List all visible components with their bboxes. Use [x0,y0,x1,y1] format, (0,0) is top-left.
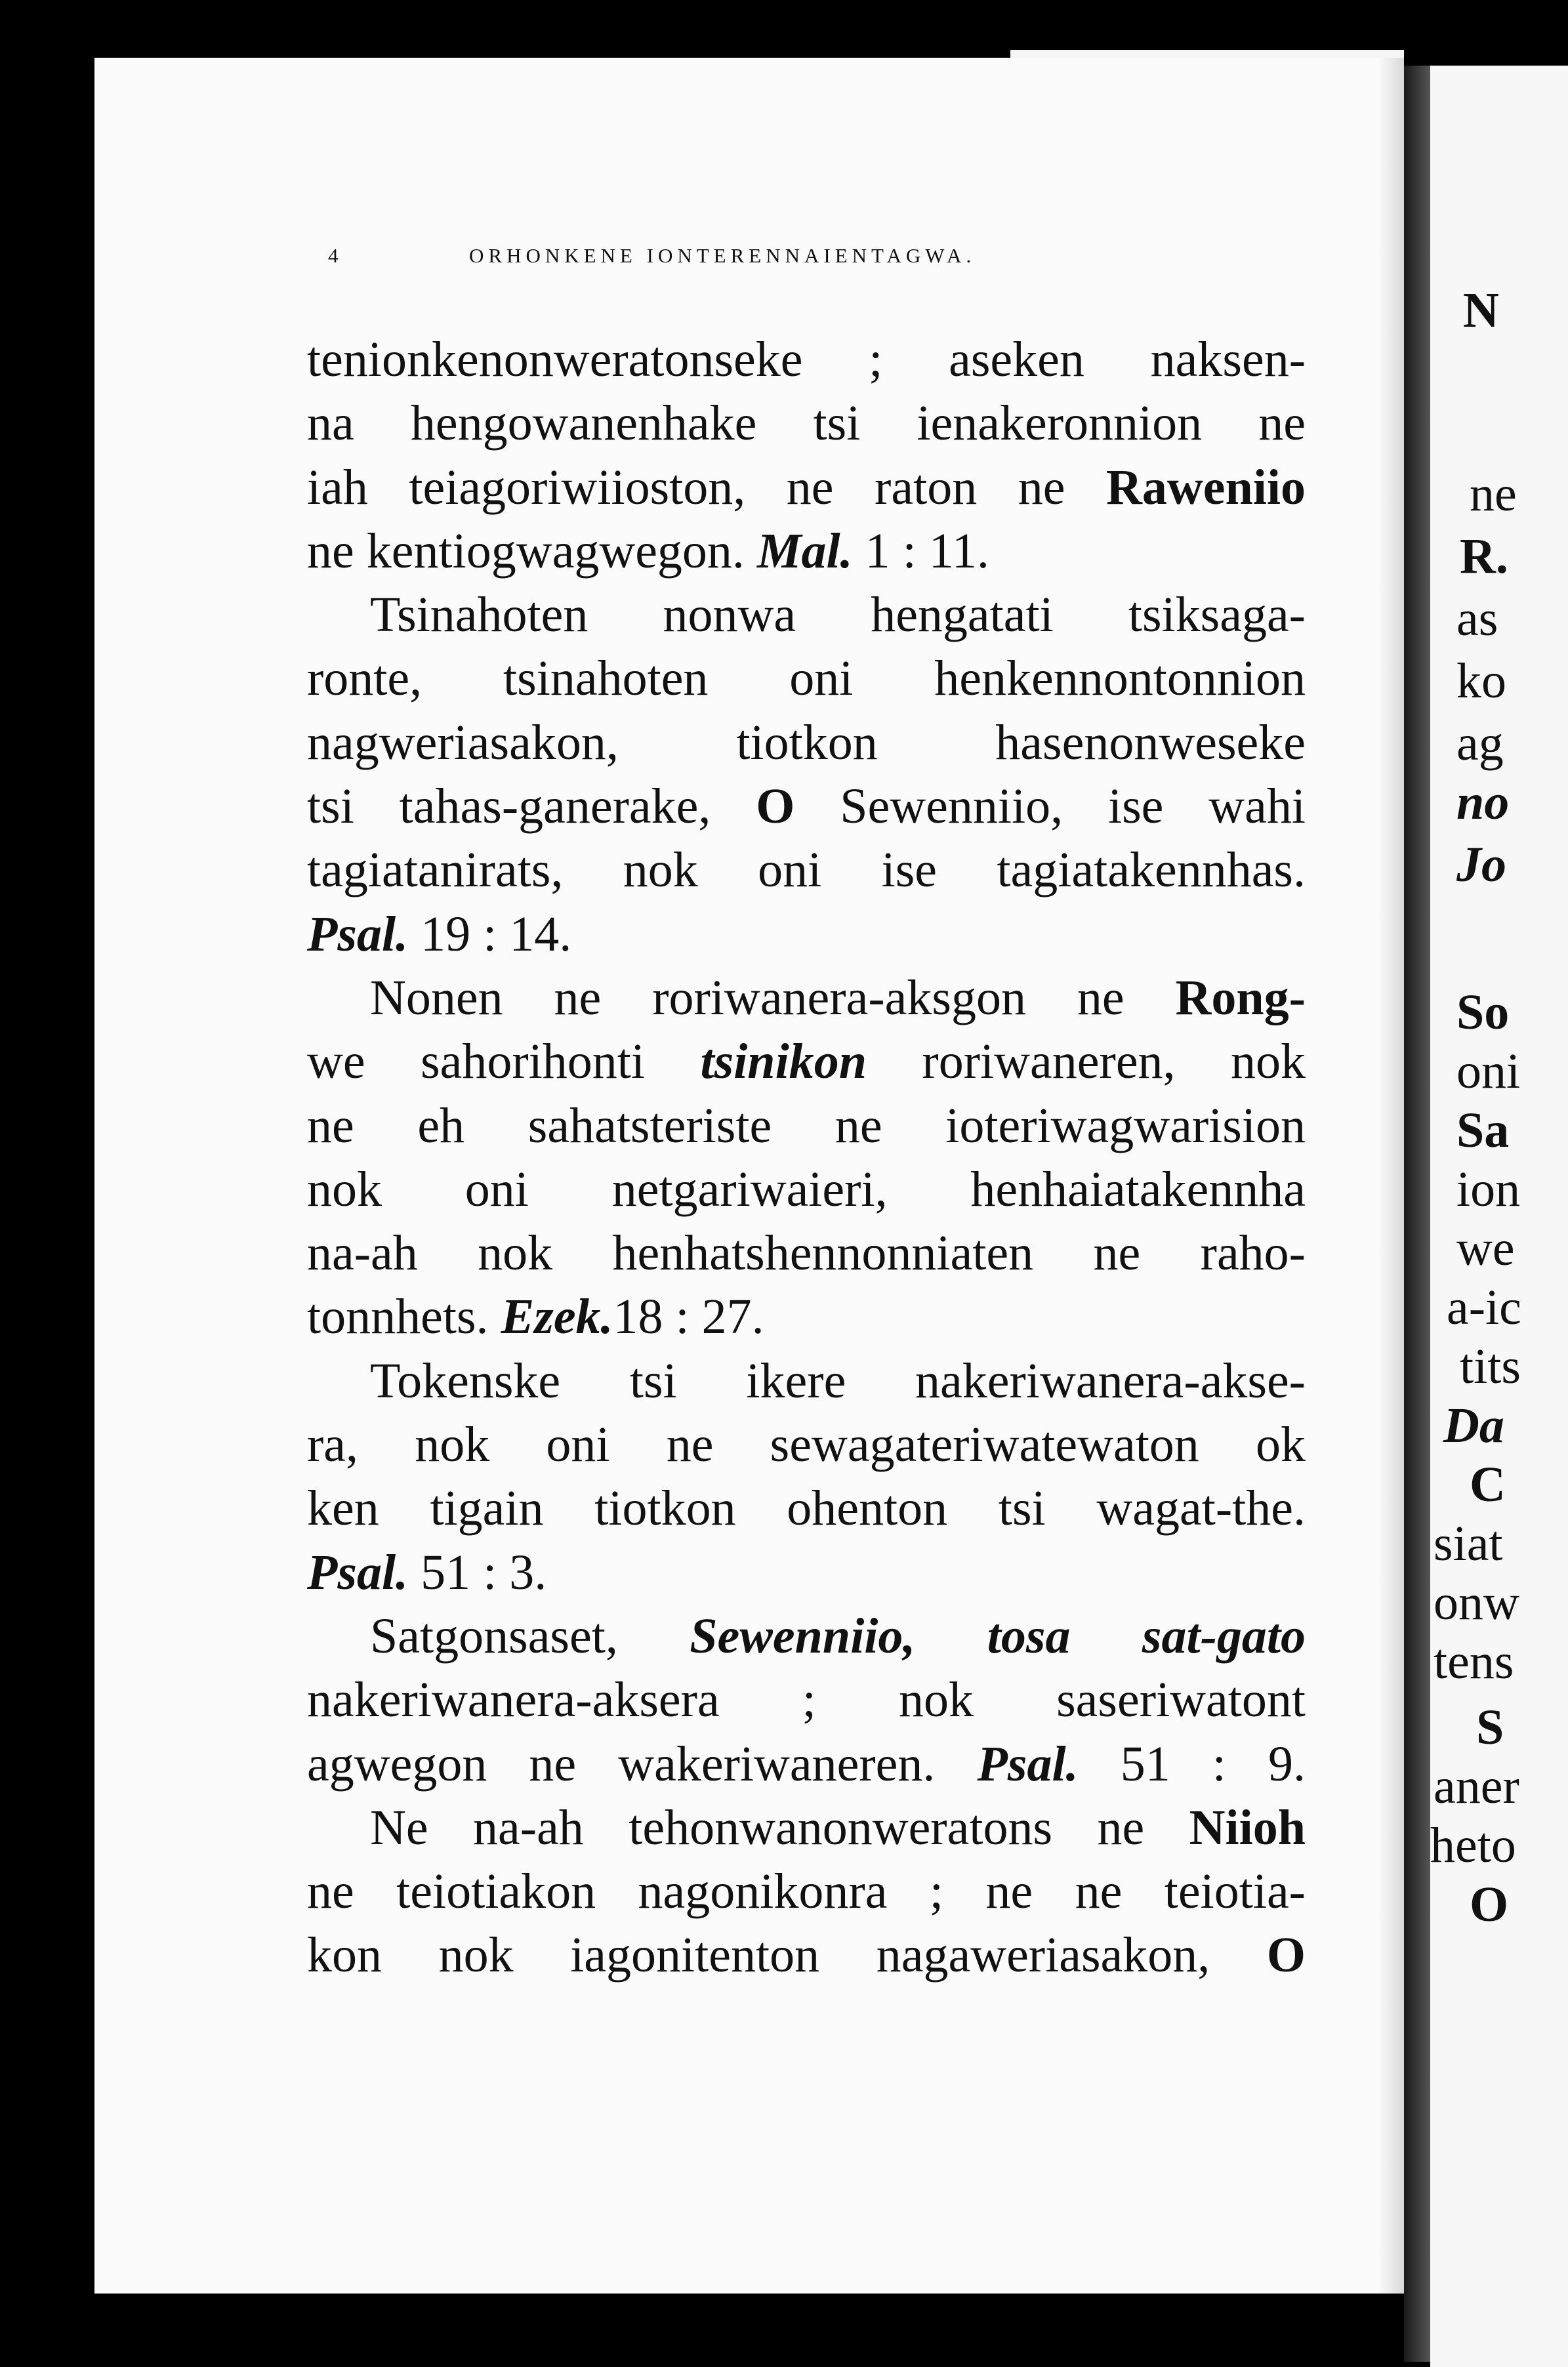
bold-word: Raweniio [1106,459,1306,515]
line-text: iah teiagoriwiioston, ne raton ne [307,459,1106,515]
verse-number: 51 : 3. [408,1544,547,1600]
facing-page-text: onw [1434,1575,1519,1630]
text-line [307,1924,1306,1987]
line-text: tsi tahas-ganerake, [307,779,756,834]
line-text: ne kentiogwagwegon. [307,523,757,579]
text-line [307,775,1306,838]
line-text: nagweriasakon, tiotkon hasenonweseke [307,714,1306,770]
bold-word: O [1266,1927,1306,1983]
line-text: roriwaneren, nok [866,1034,1306,1090]
facing-page-text: Da [1443,1398,1504,1453]
line-text: nakeriwanera-aksera ; nok saseriwatont [307,1672,1306,1728]
line-text: ronte, tsinahoten oni henkennontonnion [307,651,1306,707]
page-gutter [1378,58,1404,2294]
text-line [307,1094,1306,1158]
text-line [307,838,1306,902]
text-line [307,1796,1306,1860]
facing-page-text: ion [1456,1162,1521,1217]
text-line [307,1285,1306,1349]
bold-word: O [756,779,795,834]
facing-page-text: Sa [1456,1103,1510,1158]
page-number: 4 [328,244,343,267]
text-line [307,1733,1306,1796]
line-text: na hengowanenhake tsi ienakeronnion ne [307,396,1306,451]
facing-page-text: oni [1456,1044,1521,1099]
bold-word: Niioh [1189,1800,1306,1855]
line-text: Ne na-ah tehonwanonweratons ne [370,1800,1189,1855]
facing-page-text: ag [1456,716,1504,771]
facing-page-text: Jo [1456,837,1506,892]
line-text: ne teiotiakon nagonikonra ; ne ne teiotia- [307,1864,1306,1920]
scripture-reference: Psal. [307,1544,409,1600]
line-text: na-ah nok henhatshennonniaten ne raho- [307,1225,1306,1281]
line-text: Sewenniio, ise wahi [794,779,1306,834]
bold-word: Rong- [1175,970,1306,1025]
text-line [307,1413,1306,1477]
text-line [307,1541,1306,1605]
verse-number: 19 : 14. [408,906,572,962]
scripture-reference: Psal. [977,1736,1079,1792]
verse-number: 51 : 9. [1078,1736,1306,1792]
body-text [307,328,1306,1988]
verse-number: 18 : 27. [613,1289,764,1345]
line-text: ra, nok oni ne sewagateriwatewaton ok [307,1417,1306,1473]
scripture-reference: Mal. [756,523,853,579]
facing-page-text: ko [1456,653,1506,709]
line-text: Tokenske tsi ikere nakeriwanera-akse- [370,1353,1306,1409]
running-title: ORHONKENE IONTERENNAIENTAGWA. [469,244,976,267]
facing-page-text: R. [1460,529,1508,584]
facing-page-text: as [1456,591,1498,646]
text-line [307,520,1306,583]
line-text: nok oni netgariwaieri, henhaiatakennha [307,1161,1306,1217]
text-line [307,583,1306,647]
scripture-reference: Psal. [307,906,409,962]
facing-page-text: tits [1460,1339,1521,1394]
text-line [307,966,1306,1030]
facing-page-text: C [1470,1457,1506,1512]
emphasis: Sewenniio, tosa sat-gato [690,1608,1306,1664]
text-line [307,456,1306,520]
facing-page-text: S [1476,1700,1504,1755]
text-line [307,1668,1306,1732]
line-text: Satgonsaset, [370,1608,690,1664]
text-line [307,711,1306,775]
text-line [307,903,1306,966]
facing-page-edge [1430,66,1568,2367]
line-text: Tsinahoten nonwa hengatati tsiksaga- [370,587,1306,643]
text-line [307,1605,1306,1668]
line-text: tagiatanirats, nok oni ise tagiatakennhas. [307,842,1306,898]
line-text: ne eh sahatsteriste ne ioteriwagwarision [307,1098,1306,1153]
facing-page-text: O [1470,1877,1509,1932]
line-text: tonnhets. [307,1289,501,1345]
facing-page-text: a-ic [1447,1280,1521,1335]
line-text: we sahorihonti [307,1034,701,1090]
text-line [307,1477,1306,1540]
scripture-reference: Ezek. [501,1289,613,1345]
text-line [307,1030,1306,1094]
line-text: agwegon ne wakeriwaneren. [307,1736,978,1792]
text-line [307,328,1306,392]
emphasis: tsinikon [700,1034,867,1090]
facing-page-text: ne [1470,466,1517,522]
running-header [321,244,1319,283]
facing-page-text: N [1463,283,1499,338]
line-text: kon nok iagonitenton nagaweriasakon, [307,1927,1267,1983]
line-text: Nonen ne roriwanera-aksgon ne [370,970,1176,1025]
text-line [307,1349,1306,1413]
text-line [307,647,1306,710]
facing-page-text: no [1456,775,1510,830]
binding-shadow [1404,66,1430,2362]
facing-page-text: aner [1434,1759,1519,1814]
facing-page-text: we [1456,1221,1515,1276]
facing-page-text: siat [1434,1516,1503,1571]
facing-page-text: heto [1430,1818,1516,1873]
text-line [307,1158,1306,1222]
text-line [307,392,1306,455]
line-text: ken tigain tiotkon ohenton tsi wagat-the. [307,1481,1306,1536]
facing-page-text: tens [1434,1634,1514,1689]
line-text: tenionkenonweratonseke ; aseken naksen- [307,332,1306,387]
facing-page-text: So [1456,985,1510,1040]
text-line [307,1860,1306,1924]
text-line [307,1222,1306,1285]
verse-number: 1 : 11. [852,523,989,579]
